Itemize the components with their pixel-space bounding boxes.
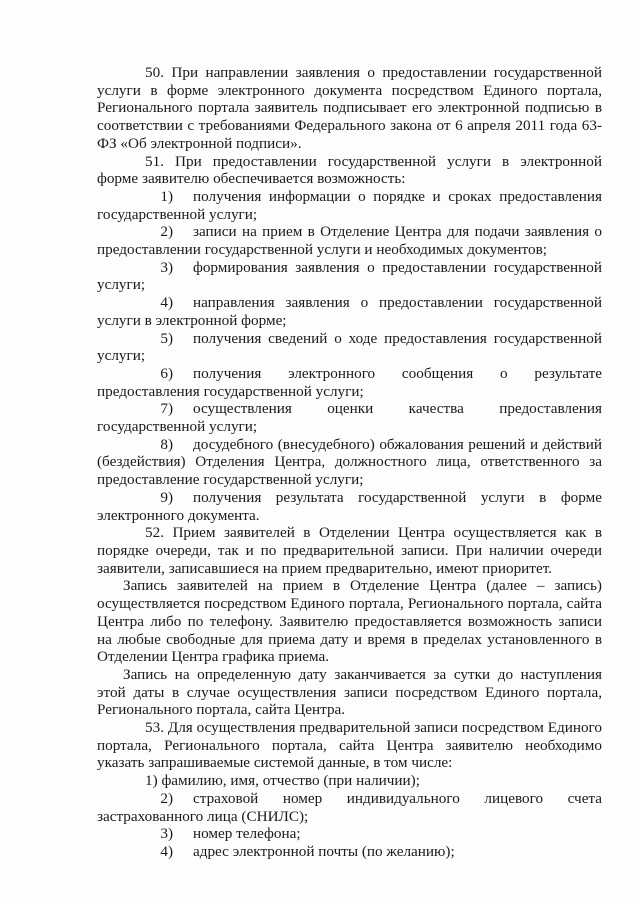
list-text: досудебного (внесудебного) обжалования решений и действий (бездействия) Отделения Центра, должностного лица, ответственного за предоставление государственной услуги; xyxy=(97,435,602,489)
list-number: 1) xyxy=(160,187,173,205)
list-text: фамилию, имя, отчество (при наличии); xyxy=(161,772,420,790)
list51-item-6 xyxy=(97,365,602,400)
list51-item-5 xyxy=(97,330,602,365)
list51-item-3 xyxy=(97,259,602,294)
list-number: 3) xyxy=(160,258,173,276)
paragraph-51: 51. При предоставлении государственной услуги в электронной форме заявителю обеспечивается возможность: xyxy=(97,152,602,188)
list53-item-4 xyxy=(97,843,602,861)
paragraph-zapis: Запись заявителей на прием в Отделение Центра (далее – запись) осуществляется посредством Единого портала, Регионального портала, сайта Центра либо по телефону. Заявителю предоставляется возможность записи на любые свободные для приема дату и время в пределах установленного в Отделении Центра графика приема. xyxy=(97,577,602,666)
paragraph-52: 52. Прием заявителей в Отделении Центра осуществляется как в порядке очереди, так и по предварительной записи. При наличии очереди заявители, записавшиеся на прием предварительно, имеют приоритет. xyxy=(97,524,602,577)
list51-item-7 xyxy=(97,400,602,435)
list-text: формирования заявления о предоставлении государственной услуги; xyxy=(97,258,602,294)
list-text: получения сведений о ходе предоставления государственной услуги; xyxy=(97,329,602,365)
list51-item-9 xyxy=(97,489,602,524)
list51-item-1 xyxy=(97,188,602,223)
list-number: 4) xyxy=(160,842,173,860)
paragraph-zapis-date: Запись на определенную дату заканчивается за сутки до наступления этой даты в случае осуществления записи посредством Единого портала, Регионального портала, сайта Центра. xyxy=(97,665,602,719)
list-number: 1) xyxy=(145,772,158,790)
list-text: получения результата государственной услуги в форме электронного документа. xyxy=(97,488,602,524)
list-number: 2) xyxy=(160,223,173,241)
list-text: страховой номер индивидуального лицевого счета застрахованного лица (СНИЛС); xyxy=(97,789,602,825)
list-text: записи на прием в Отделение Центра для подачи заявления о предоставлении государственной услуги и необходимых документов; xyxy=(97,223,602,259)
list-number: 5) xyxy=(160,329,173,347)
list-text: номер телефона; xyxy=(193,825,301,843)
paragraph-53: 53. Для осуществления предварительной записи посредством Единого портала, Регионального портала, сайта Центра заявителю необходимо указать запрашиваемые системой данные, в том числе: xyxy=(97,719,602,772)
list-text: направления заявления о предоставлении государственной услуги в электронной форме; xyxy=(97,294,602,329)
list53-item-3 xyxy=(97,825,602,843)
list-text: получения электронного сообщения о результате предоставления государственной услуги; xyxy=(97,364,602,400)
list-number: 3) xyxy=(160,825,173,843)
list53-item-2 xyxy=(97,790,602,825)
list-text: осуществления оценки качества предоставления государственной услуги; xyxy=(97,400,602,436)
list-number: 7) xyxy=(160,400,173,418)
document-body xyxy=(97,64,602,861)
list51-item-8 xyxy=(97,436,602,489)
list53-item-1 xyxy=(97,772,602,790)
list-text: получения информации о порядке и сроках предоставления государственной услуги; xyxy=(97,187,602,223)
paragraph-50: 50. При направлении заявления о предоставлении государственной услуги в форме электронного документа посредством Единого портала, Регионального портала заявитель подписывает его электронной подписью в соответствии с требованиями Федерального закона от 6 апреля 2011 года 63-ФЗ «Об электронной подписи». xyxy=(97,64,602,152)
list-text: адрес электронной почты (по желанию); xyxy=(193,842,455,860)
list51-item-2 xyxy=(97,223,602,258)
list-number: 8) xyxy=(160,435,173,453)
list-number: 6) xyxy=(160,364,173,382)
list51-item-4 xyxy=(97,294,602,329)
list-number: 9) xyxy=(160,488,173,506)
list-number: 2) xyxy=(160,789,173,807)
list-number: 4) xyxy=(160,294,173,312)
